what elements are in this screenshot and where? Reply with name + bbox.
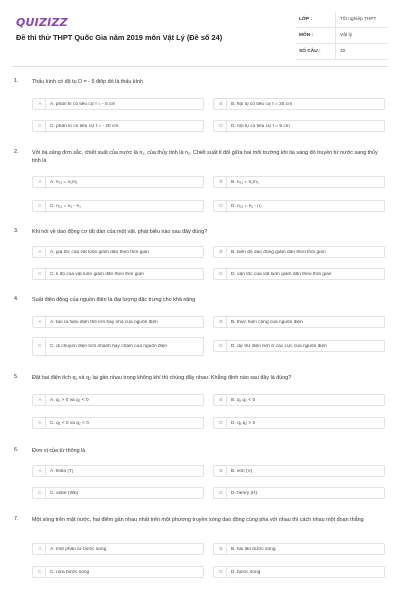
option-c[interactable] xyxy=(32,120,204,132)
option-d[interactable] xyxy=(213,417,385,429)
option-text: C. q₁ < 0 và q₂ < 0 xyxy=(50,420,89,426)
meta-value: 40 xyxy=(335,44,388,59)
meta-value: Vật lý xyxy=(335,28,388,43)
option-letter: D xyxy=(216,201,227,211)
option-text: D. henry (H) xyxy=(231,490,258,496)
option-a[interactable] xyxy=(32,394,204,406)
option-letter: C xyxy=(35,269,46,279)
option-letter: B xyxy=(216,177,227,187)
option-text: C. n₂₁ = n₂ - n₁ xyxy=(50,203,81,209)
document-header xyxy=(0,0,400,66)
option-d[interactable] xyxy=(213,120,385,132)
option-letter: A xyxy=(35,317,46,327)
question-number: 2. xyxy=(14,149,19,155)
option-d[interactable] xyxy=(213,566,385,578)
option-letter: B xyxy=(216,466,227,476)
option-b[interactable] xyxy=(213,465,385,477)
option-text: B. hội tụ có tiêu cự f = 20 cm xyxy=(231,101,293,107)
option-text: A. n₂₁ = n₂/n₁ xyxy=(50,179,78,185)
option-a[interactable] xyxy=(32,176,204,188)
option-b[interactable] xyxy=(213,176,385,188)
option-letter: C xyxy=(35,567,46,577)
option-text: A. một phần tư bước sóng xyxy=(50,546,107,552)
option-a[interactable] xyxy=(32,543,204,555)
question-text: Thấu kính có độ tụ D = - 5 điôp đó là thấu kính xyxy=(32,79,144,85)
option-letter: B xyxy=(216,99,227,109)
option-text: B. vôn (V) xyxy=(231,468,253,474)
option-text: A. q₁ > 0 và q₂ < 0 xyxy=(50,397,89,403)
option-text: A. tạo ra hiệu điện thế lớn hay nhỏ của nguồn điện xyxy=(50,319,158,325)
option-letter: A xyxy=(35,99,46,109)
option-text: D. bước sóng xyxy=(231,569,261,575)
option-text: D. n₂₁ = n₁ - n₂ xyxy=(231,203,262,209)
option-text: B. thực hiện công của nguồn điện xyxy=(231,319,303,325)
option-letter: D xyxy=(216,418,227,428)
option-text: D. dự trữ điện tích ở các cực của nguồn điện xyxy=(231,343,327,349)
question-number: 5. xyxy=(14,374,19,380)
option-text: A. tesla (T) xyxy=(50,468,74,474)
option-text: C. nửa bước sóng xyxy=(50,569,90,575)
option-letter: C xyxy=(35,418,46,428)
option-b[interactable] xyxy=(213,246,385,258)
option-text: D. vận tốc của vật luôn giảm dần theo thời gian xyxy=(231,271,332,277)
option-a[interactable] xyxy=(32,98,204,110)
option-text: B. biên độ dao động giảm dần theo thời gian xyxy=(231,249,326,255)
option-text: C. phân kì có tiêu cự f = - 20 cm xyxy=(50,123,119,129)
meta-label: LỚP : xyxy=(299,17,313,22)
option-c[interactable] xyxy=(32,268,204,280)
option-letter: C xyxy=(35,488,46,498)
option-letter: A xyxy=(35,177,46,187)
option-c[interactable] xyxy=(32,487,204,499)
option-letter: D xyxy=(216,341,227,351)
option-letter: B xyxy=(216,544,227,554)
meta-row-count xyxy=(296,44,388,60)
option-letter: A xyxy=(35,544,46,554)
option-letter: C xyxy=(35,121,46,131)
option-a[interactable] xyxy=(32,316,204,328)
meta-value: Tốt nghiệp THPT xyxy=(335,12,388,27)
option-letter: D xyxy=(216,269,227,279)
option-b[interactable] xyxy=(213,543,385,555)
option-a[interactable] xyxy=(32,465,204,477)
option-text: B. hai lần bước sóng xyxy=(231,546,276,552)
option-a[interactable] xyxy=(32,246,204,258)
option-text: D. q₁.q₂ > 0 xyxy=(231,420,256,426)
option-c[interactable] xyxy=(32,566,204,578)
option-d[interactable] xyxy=(213,487,385,499)
option-d[interactable] xyxy=(213,268,385,280)
option-letter: C xyxy=(35,338,46,355)
question-text: Một sóng trên mặt nước, hai điểm gần nhau nhất trên một phương truyền sóng dao động cùng pha với nhau thì cách nhau một đoạn thẳng xyxy=(32,517,364,523)
meta-row-subject xyxy=(296,28,388,44)
option-letter: B xyxy=(216,395,227,405)
option-text: D. hội tụ có tiêu cự f = 5 cm xyxy=(231,123,290,129)
option-text: B. n₂₁ = n₁/n₂ xyxy=(231,179,259,185)
option-text: C. vebe (Wb) xyxy=(50,490,79,496)
option-d[interactable] xyxy=(213,340,385,352)
option-b[interactable] xyxy=(213,98,385,110)
meta-label: SỐ CÂU : xyxy=(299,49,321,54)
meta-label: MÔN : xyxy=(299,33,314,38)
option-text: A. gia tốc của vật luôn giảm dần theo thời gian xyxy=(50,249,149,255)
header-divider xyxy=(12,66,388,67)
option-d[interactable] xyxy=(213,200,385,212)
option-letter: D xyxy=(216,121,227,131)
option-text: A. phân kì có tiêu cự f = - 5 cm xyxy=(50,101,116,107)
option-letter: A xyxy=(35,466,46,476)
meta-row-class xyxy=(296,12,388,28)
option-letter: B xyxy=(216,317,227,327)
option-letter: D xyxy=(216,567,227,577)
question-number: 4. xyxy=(14,296,19,302)
option-letter: D xyxy=(216,488,227,498)
question-text: Với tia sáng đơn sắc, chiết suất của nước là n₁, của thủy tinh là n₂. Chiết suất tỉ đối giữa hai môi trường khi tia sáng đó truyền từ nước sang thủy tinh là xyxy=(32,150,378,164)
option-text: C. li độ của vật luôn giảm dần theo thời gian xyxy=(50,271,144,277)
question-number: 1. xyxy=(14,78,19,84)
option-letter: B xyxy=(216,247,227,257)
option-letter: A xyxy=(35,247,46,257)
option-letter: C xyxy=(35,201,46,211)
question-text: Đặt hai điện tích q₁ và q₂ lại gần nhau trong không khí thì chúng đẩy nhau. Khẳng định nào sau đây là đúng? xyxy=(32,375,292,381)
document-title: Đề thi thử THPT Quốc Gia năm 2019 môn Vật Lý (Đề số 24) xyxy=(16,33,223,42)
option-c[interactable] xyxy=(32,200,204,212)
option-c[interactable] xyxy=(32,417,204,429)
option-letter: A xyxy=(35,395,46,405)
option-text: B. q₁.q₂ < 0 xyxy=(231,397,256,403)
question-number: 6. xyxy=(14,447,19,453)
quizizz-logo: QUIZIZZ xyxy=(16,16,68,29)
option-b[interactable] xyxy=(213,316,385,328)
question-number: 7. xyxy=(14,516,19,522)
question-text: Đơn vị của từ thông là xyxy=(32,448,86,454)
option-c[interactable] xyxy=(32,337,204,356)
option-text: C. di chuyển điện tích nhanh hay chậm của nguồn điện xyxy=(50,343,168,349)
question-number: 3. xyxy=(14,228,19,234)
option-b[interactable] xyxy=(213,394,385,406)
question-text: Suất điện động của nguồn điện là đại lượng đặc trưng cho khả năng xyxy=(32,297,196,303)
meta-table xyxy=(296,12,388,60)
question-text: Khi nói về dao động cơ tắt dần của một vật, phát biểu nào sau đây đúng? xyxy=(32,229,208,235)
